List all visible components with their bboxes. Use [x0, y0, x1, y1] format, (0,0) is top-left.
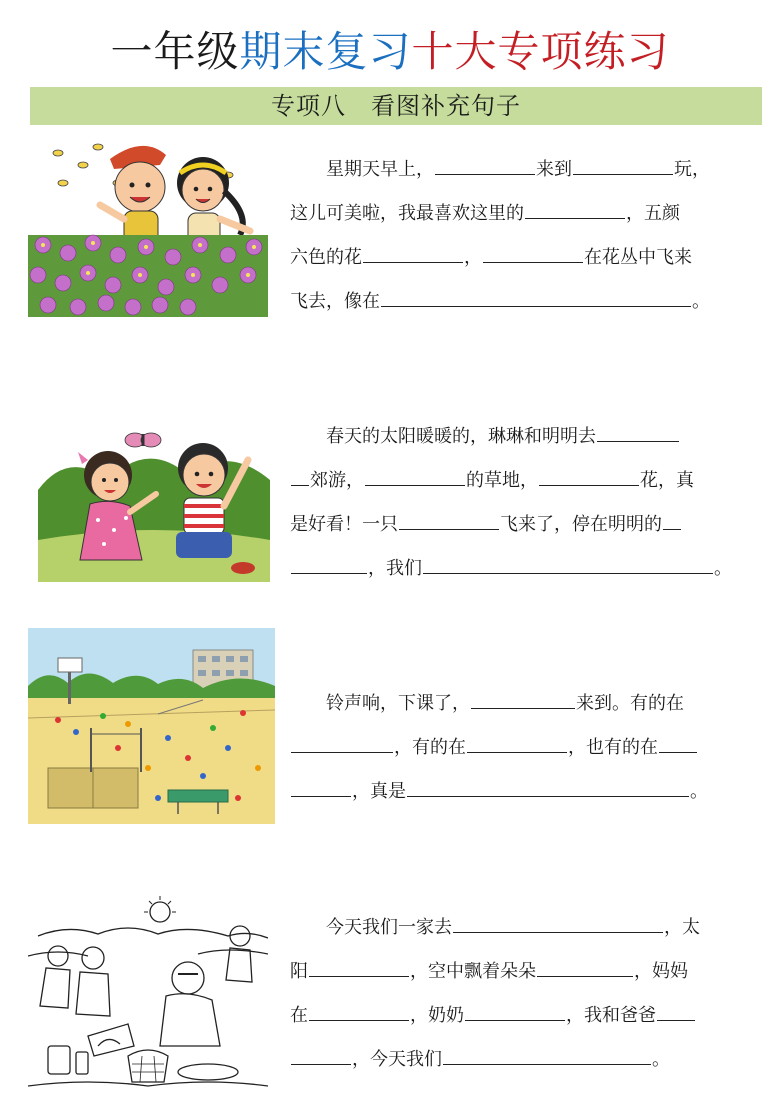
- exercise-4-line-1: 今天我们一家去 ，太: [290, 906, 740, 950]
- exercise-1-line-1: 星期天早上， 来到 玩，: [290, 148, 740, 192]
- answer-blank[interactable]: [539, 464, 639, 486]
- answer-blank[interactable]: [291, 552, 367, 574]
- exercise-3-line-2: ，有的在 ，也有的在: [290, 726, 740, 770]
- exercise-2-text: [290, 415, 740, 591]
- exercise-3-line-1: 铃声响，下课了， 来到。有的在: [290, 682, 740, 726]
- family-picnic-image: [28, 896, 268, 1092]
- answer-blank[interactable]: [525, 197, 625, 219]
- answer-blank[interactable]: [443, 1043, 651, 1065]
- exercise-1-line-3: 六色的花 ， 在花丛中飞来: [290, 236, 740, 280]
- title-part-grade: 一年级: [110, 27, 240, 76]
- answer-blank[interactable]: [573, 153, 673, 175]
- answer-blank[interactable]: [453, 911, 663, 933]
- exercise-4-line-3: 在 ，奶奶 ，我和爸爸: [290, 994, 740, 1038]
- answer-blank[interactable]: [435, 153, 535, 175]
- exercise-4-line-4: ，今天我们 。: [290, 1038, 740, 1082]
- exercise-2-line-3: 是好看！一只 飞来了，停在明明的: [290, 503, 740, 547]
- answer-blank[interactable]: [467, 731, 567, 753]
- children-with-butterfly-image: [38, 420, 270, 582]
- answer-blank[interactable]: [657, 999, 695, 1021]
- answer-blank[interactable]: [381, 285, 691, 307]
- answer-blank[interactable]: [363, 241, 463, 263]
- answer-blank[interactable]: [663, 508, 681, 530]
- answer-blank[interactable]: [659, 731, 697, 753]
- exercise-1-text: [290, 148, 740, 324]
- exercise-3-text: [290, 682, 740, 814]
- answer-blank[interactable]: [309, 955, 409, 977]
- answer-blank[interactable]: [291, 731, 393, 753]
- answer-blank[interactable]: [465, 999, 565, 1021]
- exercise-4-text: [290, 906, 740, 1082]
- answer-blank[interactable]: [291, 775, 351, 797]
- page-title: [0, 22, 780, 82]
- answer-blank[interactable]: [407, 775, 689, 797]
- answer-blank[interactable]: [365, 464, 465, 486]
- title-part-practice: 十大专项练习: [411, 27, 670, 76]
- exercise-1-line-4: 飞去，像在 。: [290, 280, 740, 324]
- section-banner: 专项八 看图补充句子: [30, 87, 762, 125]
- children-in-flower-field-image: [28, 135, 268, 317]
- answer-blank[interactable]: [483, 241, 583, 263]
- answer-blank[interactable]: [399, 508, 499, 530]
- answer-blank[interactable]: [537, 955, 633, 977]
- exercise-1-line-2: 这儿可美啦，我最喜欢这里的 ，五颜: [290, 192, 740, 236]
- schoolyard-recess-image: [28, 628, 275, 824]
- exercise-2-line-1: 春天的太阳暖暖的，琳琳和明明去: [290, 415, 740, 459]
- answer-blank[interactable]: [597, 420, 679, 442]
- answer-blank[interactable]: [291, 464, 309, 486]
- answer-blank[interactable]: [291, 1043, 351, 1065]
- exercise-2-line-2: 郊游， 的草地， 花，真: [290, 459, 740, 503]
- title-part-review: 期末复习: [239, 27, 412, 76]
- answer-blank[interactable]: [423, 552, 713, 574]
- exercise-3-line-3: ，真是 。: [290, 770, 740, 814]
- exercise-2-line-4: ，我们 。: [290, 547, 740, 591]
- answer-blank[interactable]: [309, 999, 409, 1021]
- answer-blank[interactable]: [471, 687, 575, 709]
- exercise-4-line-2: 阳 ，空中飘着朵朵 ，妈妈: [290, 950, 740, 994]
